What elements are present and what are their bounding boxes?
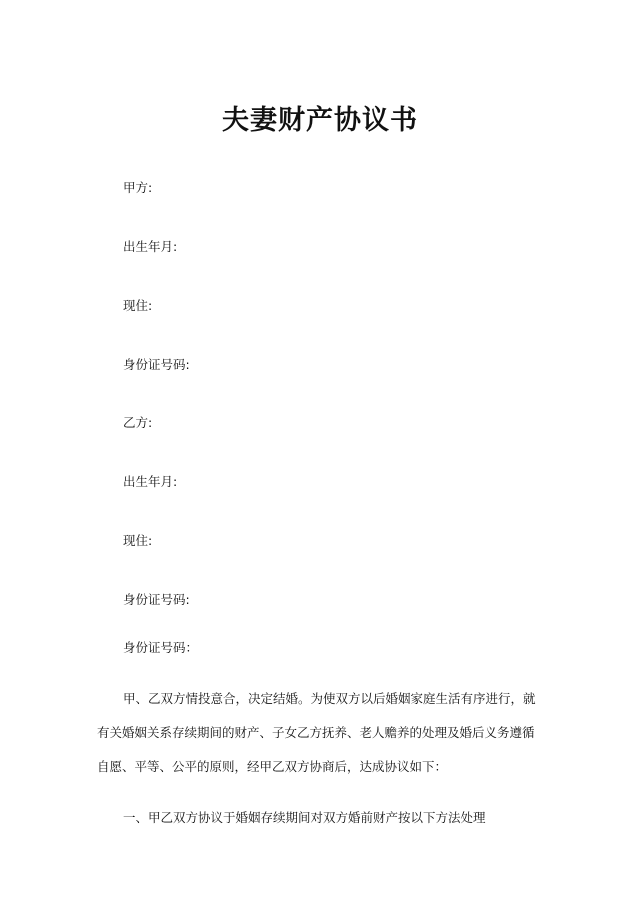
paragraph-line-2: 有关婚姻关系存续期间的财产、子女乙方抚养、老人赡养的处理及婚后义务遵循 <box>97 725 535 740</box>
paragraph-line-3: 自愿、平等、公平的原则，经甲乙双方协商后，达成协议如下： <box>97 759 448 774</box>
party-b-id-number-label: 身份证号码: <box>123 592 190 607</box>
document-title: 夫妻财产协议书 <box>222 105 418 136</box>
paragraph-line-1: 甲、乙双方情投意合，决定结婚。为使双方以后婚姻家庭生活有序进行，就 <box>123 691 536 706</box>
party-a-address-label: 现住: <box>123 298 153 313</box>
party-a-birth-date-label: 出生年月: <box>123 239 178 254</box>
party-a-label: 甲方: <box>123 180 153 195</box>
id-number-label-extra: 身份证号码： <box>123 640 199 655</box>
party-b-birth-date-label: 出生年月: <box>123 474 178 489</box>
party-b-address-label: 现住: <box>123 533 153 548</box>
party-b-label: 乙方: <box>123 415 153 430</box>
party-a-id-number-label: 身份证号码: <box>123 357 190 372</box>
section-heading-1: 一、甲乙双方协议于婚姻存续期间对双方婚前财产按以下方法处理 <box>123 810 486 825</box>
